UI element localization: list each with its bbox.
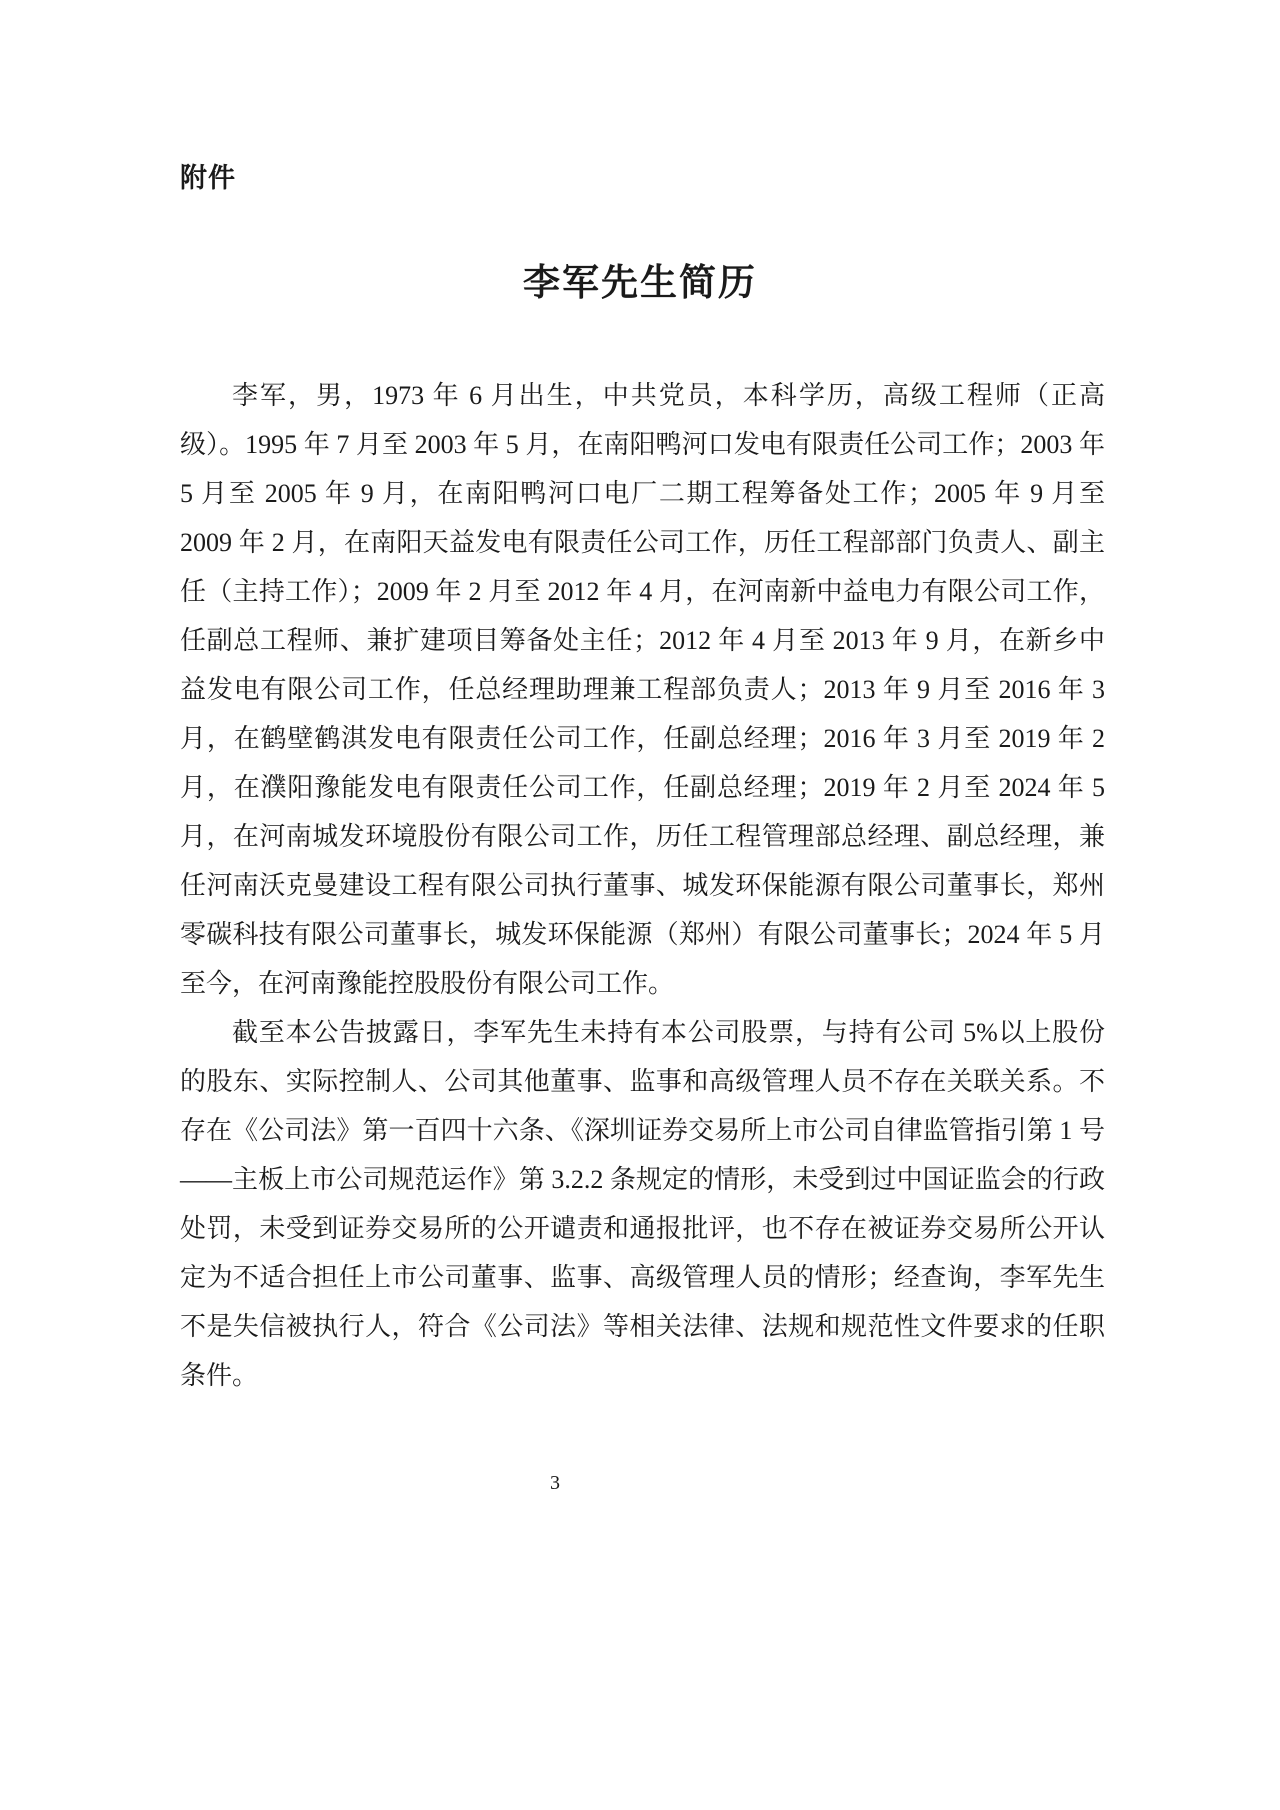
- page-number: 3: [550, 1472, 560, 1494]
- attachment-label: 附件: [180, 163, 236, 193]
- document-body: [180, 371, 1105, 1400]
- paragraph-career-history: 李军，男，1973 年 6 月出生，中共党员，本科学历，高级工程师（正高级）。1995 年 7 月至 2003 年 5 月，在南阳鸭河口发电有限责任公司工作；2003 年 5 月至 2005 年 9 月，在南阳鸭河口电厂二期工程筹备处工作；2005 年 9 月至 2009 年 2 月，在南阳天益发电有限责任公司工作，历任工程部部门负责人、副主任（主持工作）；2009 年 2 月至 2012 年 4 月，在河南新中益电力有限公司工作，任副总工程师、兼扩建项目筹备处主任；2012 年 4 月至 2013 年 9 月，在新乡中益发电有限公司工作，任总经理助理兼工程部负责人；2013 年 9 月至 2016 年 3 月，在鹤壁鹤淇发电有限责任公司工作，任副总经理；2016 年 3 月至 2019 年 2 月，在濮阳豫能发电有限责任公司工作，任副总经理；2019 年 2 月至 2024 年 5 月，在河南城发环境股份有限公司工作，历任工程管理部总经理、副总经理，兼任河南沃克曼建设工程有限公司执行董事、城发环保能源有限公司董事长，郑州零碳科技有限公司董事长，城发环保能源（郑州）有限公司董事长；2024 年 5 月至今，在河南豫能控股股份有限公司工作。: [180, 381, 1105, 998]
- page-title: 李军先生简历: [523, 263, 757, 304]
- paragraph-compliance-statement: 截至本公告披露日，李军先生未持有本公司股票，与持有公司 5%以上股份的股东、实际控制人、公司其他董事、监事和高级管理人员不存在关联关系。不存在《公司法》第一百四十六条、《深圳证券交易所上市公司自律监管指引第 1 号——主板上市公司规范运作》第 3.2.2 条规定的情形，未受到过中国证监会的行政处罚，未受到证券交易所的公开谴责和通报批评，也不存在被证券交易所公开认定为不适合担任上市公司董事、监事、高级管理人员的情形；经查询，李军先生不是失信被执行人，符合《公司法》等相关法律、法规和规范性文件要求的任职条件。: [180, 1018, 1105, 1390]
